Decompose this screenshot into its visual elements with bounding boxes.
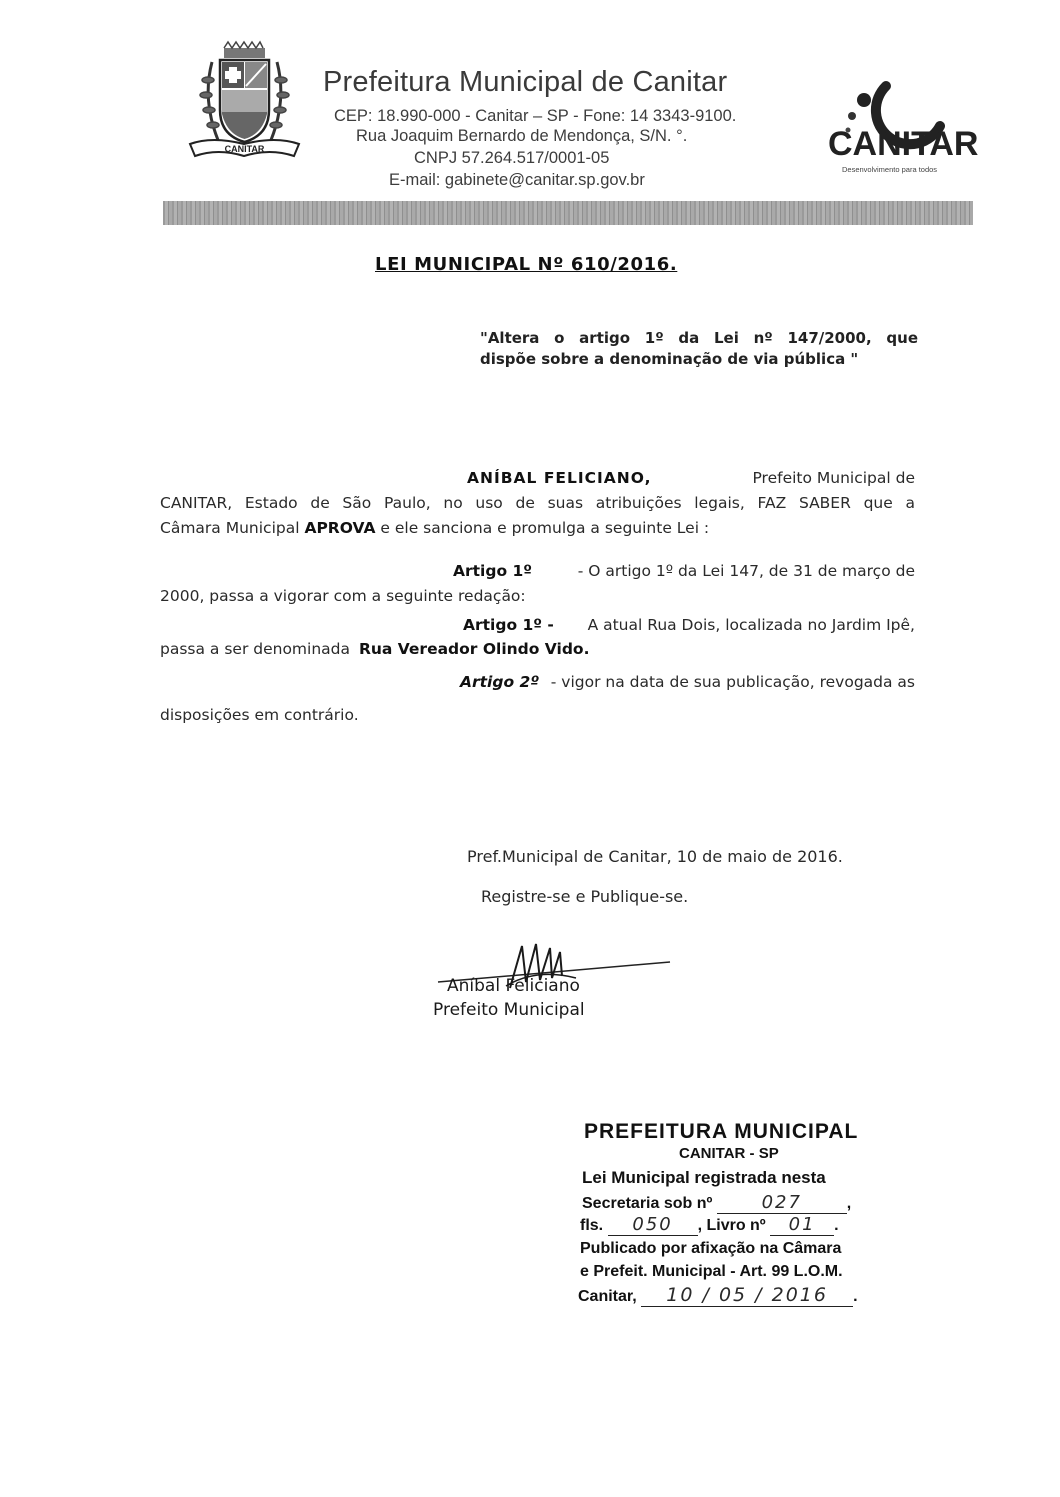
article-1-label: Artigo 1º <box>453 562 533 580</box>
stamp-livro-label: , Livro nº <box>697 1217 766 1234</box>
law-title: LEI MUNICIPAL Nº 610/2016. <box>375 254 678 275</box>
article-2-line-2: disposições em contrário. <box>160 706 359 724</box>
article-2-label: Artigo 2º <box>460 673 540 691</box>
header-title: Prefeitura Municipal de Canitar <box>323 66 728 98</box>
street-new-name: Rua Vereador Olindo Vido. <box>358 640 590 658</box>
ementa-line-2: dispõe sobre a denominação de via pública " <box>480 350 859 368</box>
article-1b-line-2 <box>160 640 589 658</box>
preamble-line-3-a: Câmara Municipal <box>160 519 300 537</box>
preamble-aprova: APROVA <box>304 519 376 537</box>
stamp-canitar-label: Canitar, <box>578 1288 637 1305</box>
article-1b-line-1 <box>463 616 915 634</box>
article-2-text-1: - vigor na data de sua publicação, revogada as <box>550 673 915 691</box>
stamp-registration-number: 027 <box>717 1192 847 1214</box>
stamp-line-5: e Prefeit. Municipal - Art. 99 L.O.M. <box>580 1263 843 1280</box>
article-1-text-1: - O artigo 1º da Lei 147, de 31 de março de <box>577 562 915 580</box>
preamble-line-3-c: e ele sanciona e promulga a seguinte Lei : <box>380 519 710 537</box>
article-1b-text-1: A atual Rua Dois, localizada no Jardim Ipê, <box>587 616 915 634</box>
canitar-brand-logo <box>828 80 998 192</box>
svg-text:CANITAR: CANITAR <box>828 125 979 163</box>
svg-text:Desenvolvimento para todos: Desenvolvimento para todos <box>842 165 938 174</box>
stamp-book-number: 01 <box>770 1214 834 1236</box>
header-divider-bar <box>163 201 973 225</box>
preamble-line-1 <box>467 469 915 487</box>
stamp-line-3: fls. 050 , Livro nº 01 . <box>580 1214 839 1235</box>
header-address: Rua Joaquim Bernardo de Mendonça, S/N. °. <box>356 127 688 145</box>
stamp-registration-date: 10 / 05 / 2016 <box>641 1284 853 1307</box>
signature-role: Prefeito Municipal <box>433 1000 585 1020</box>
article-2-line-1 <box>460 673 915 691</box>
date-line: Pref.Municipal de Canitar, 10 de maio de 2016. <box>467 847 843 866</box>
stamp-title: PREFEITURA MUNICIPAL <box>584 1120 859 1143</box>
stamp-line-1: Lei Municipal registrada nesta <box>582 1168 826 1187</box>
register-line: Registre-se e Publique-se. <box>481 887 689 906</box>
header-cnpj: CNPJ 57.264.517/0001-05 <box>414 149 610 167</box>
mayor-name: ANÍBAL FELICIANO, <box>467 469 652 487</box>
ementa-line-1: "Altera o artigo 1º da Lei nº 147/2000, que <box>480 329 918 347</box>
article-1b-text-2a: passa a ser denominada <box>160 640 350 658</box>
stamp-line-4: Publicado por afixação na Câmara <box>580 1240 842 1257</box>
stamp-line-2: Secretaria sob nº 027 , <box>582 1192 852 1213</box>
article-1b-label: Artigo 1º - <box>463 616 554 634</box>
stamp-subtitle: CANITAR - SP <box>679 1145 779 1162</box>
article-1-line-2: 2000, passa a vigorar com a seguinte redação: <box>160 587 526 605</box>
article-1-line-1 <box>453 562 915 580</box>
signature-name: Aníbal Feliciano <box>447 976 580 996</box>
preamble-line-3 <box>160 519 709 537</box>
preamble-line-1-rest: Prefeito Municipal de <box>752 469 915 487</box>
header-cep-phone: CEP: 18.990-000 - Canitar – SP - Fone: 14 3343-9100. <box>334 107 737 125</box>
municipal-coat-of-arms <box>182 40 307 168</box>
preamble-line-2: CANITAR, Estado de São Paulo, no uso de suas atribuições legais, FAZ SABER que a <box>160 494 915 512</box>
stamp-secretaria-label: Secretaria sob nº <box>582 1195 713 1212</box>
stamp-line-6: Canitar, 10 / 05 / 2016 . <box>578 1284 858 1306</box>
stamp-folio-number: 050 <box>608 1214 698 1236</box>
header-email: E-mail: gabinete@canitar.sp.gov.br <box>389 171 645 189</box>
svg-text:CANITAR: CANITAR <box>224 144 265 154</box>
stamp-fls-label: fls. <box>580 1217 604 1234</box>
